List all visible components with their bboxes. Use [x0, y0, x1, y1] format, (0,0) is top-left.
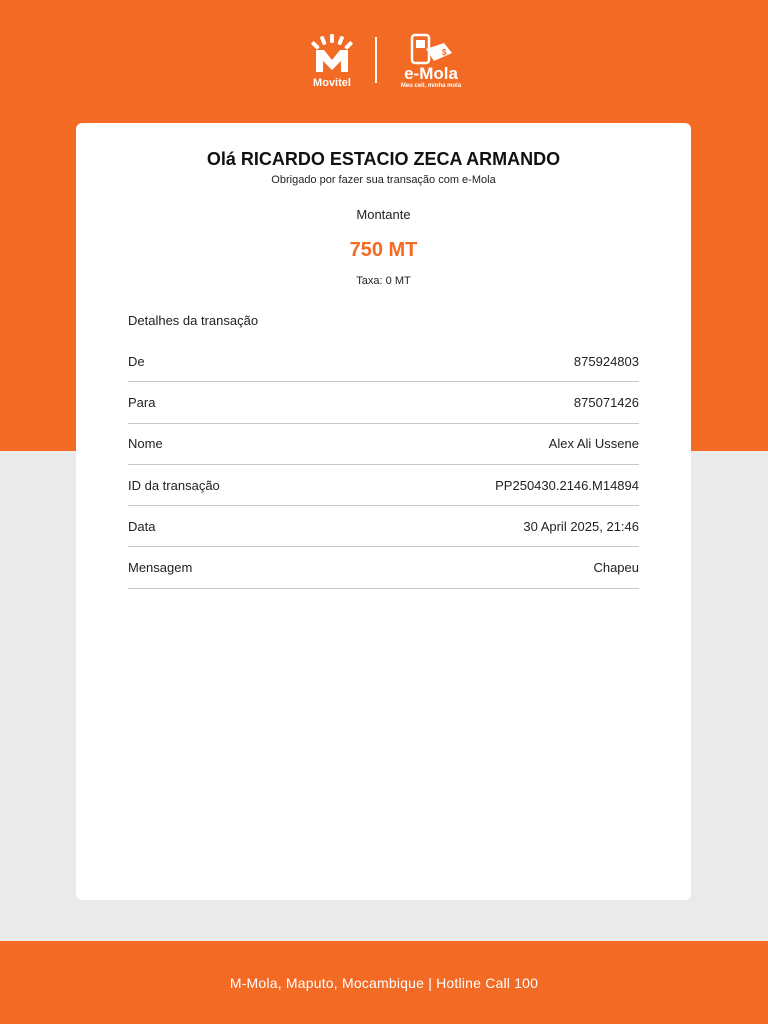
- emola-brand-name: e-Mola: [404, 64, 458, 83]
- receipt-card: [76, 123, 691, 900]
- details-title: Detalhes da transação: [128, 313, 259, 328]
- detail-label: Mensagem: [128, 560, 193, 576]
- movitel-logo: [297, 32, 367, 89]
- movitel-brand-name: Movitel: [313, 76, 351, 89]
- detail-value: 875924803: [573, 353, 639, 369]
- detail-row-message: [128, 547, 639, 588]
- thanks-message: Obrigado por fazer sua transação com e-Mola: [271, 174, 496, 186]
- footer-text: M-Mola, Maputo, Mocambique | Hotline Call 100: [229, 974, 539, 991]
- detail-row-to: [128, 382, 639, 423]
- detail-row-name: [128, 424, 639, 465]
- detail-value: 875071426: [573, 394, 639, 410]
- brand-logos: [0, 28, 768, 92]
- detail-value: 30 April 2025, 21:46: [523, 518, 639, 534]
- detail-value: Alex Ali Ussene: [548, 436, 639, 452]
- detail-label: De: [128, 353, 145, 369]
- detail-value: Chapeu: [593, 560, 639, 576]
- amount-label: Montante: [356, 207, 411, 222]
- emola-wallet-icon: [406, 31, 456, 67]
- detail-label: Data: [128, 518, 156, 534]
- detail-value: PP250430.2146.M14894: [495, 477, 639, 493]
- emola-tagline: Meu cell, minha mola: [400, 83, 462, 89]
- detail-row-from: [128, 341, 639, 382]
- detail-label: Para: [128, 394, 156, 410]
- details-list: [128, 341, 639, 589]
- amount-value: 750 MT: [349, 239, 418, 261]
- footer-band: [0, 941, 768, 1024]
- detail-label: ID da transação: [128, 477, 220, 493]
- logo-divider: [375, 37, 377, 83]
- movitel-m-icon: [304, 32, 360, 76]
- detail-row-date: [128, 506, 639, 547]
- fee-text: Taxa: 0 MT: [356, 275, 411, 287]
- detail-label: Nome: [128, 436, 163, 452]
- greeting-title: Olá RICARDO ESTACIO ZECA ARMANDO: [206, 149, 561, 169]
- emola-logo: [391, 31, 471, 89]
- svg-text:$: $: [442, 48, 447, 57]
- detail-row-transaction-id: [128, 465, 639, 506]
